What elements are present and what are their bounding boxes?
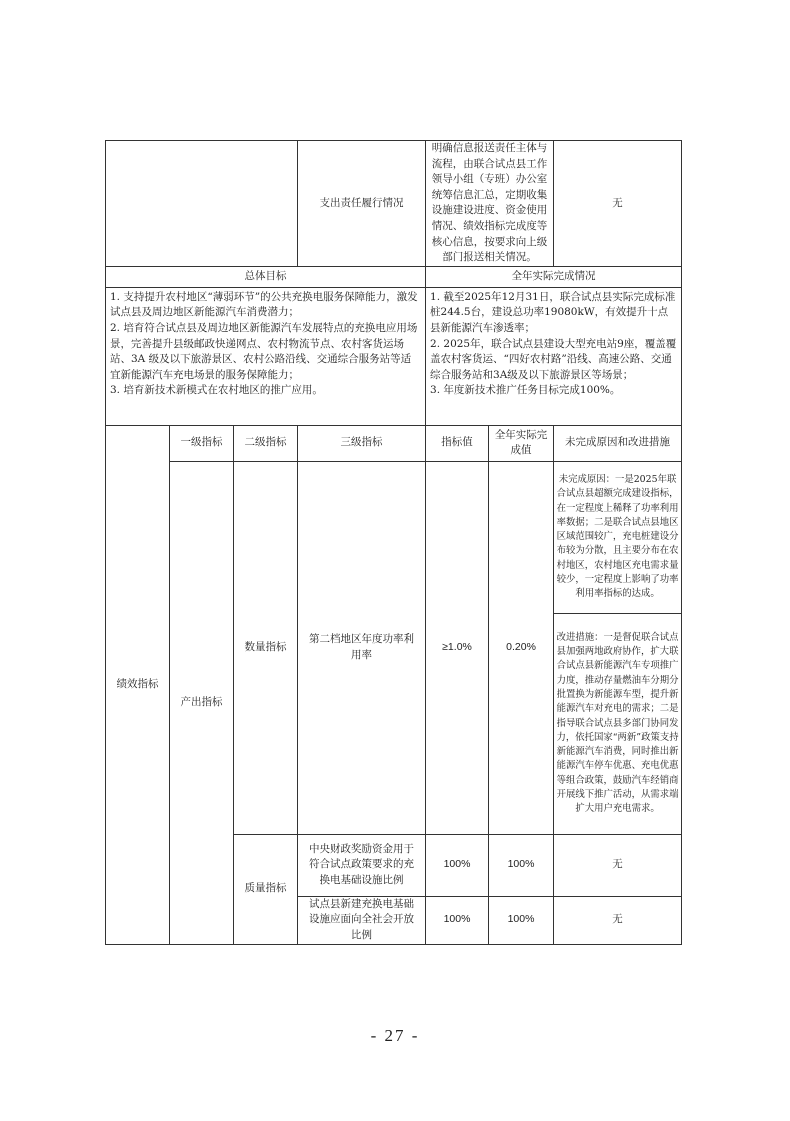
indicator-header-row: [106, 425, 682, 461]
header-level1: 一级指标: [170, 425, 234, 461]
open-access-ratio-target: 100%: [426, 896, 489, 944]
power-utilization-target: ≥1.0%: [426, 461, 489, 834]
header-reason: 未完成原因和改进措施: [554, 425, 682, 461]
incomplete-reason-text: 未完成原因：一是2025年联合试点县超额完成建设指标，在一定程度上稀释了功率利用率数据；二是联合试点县地区区域范围较广，充电桩建设分布较为分散，且主要分布在农村地区，农村地区充电需求量较少，一定程度上影响了功率利用率指标的达成。: [554, 461, 682, 613]
responsibility-remark: 无: [554, 141, 682, 267]
open-access-ratio-actual: 100%: [489, 896, 554, 944]
empty-cell: [106, 141, 298, 267]
quantity-indicator-row: [106, 461, 682, 613]
header-target: 指标值: [426, 425, 489, 461]
header-actual: 全年实际完成值: [489, 425, 554, 461]
page-number: - 27 -: [370, 1026, 420, 1045]
power-utilization-actual: 0.20%: [489, 461, 554, 834]
open-access-ratio-remark: 无: [554, 896, 682, 944]
central-funds-ratio-label: 中央财政奖励资金用于符合试点政策要求的充换电基础设施比例: [298, 834, 426, 896]
responsibility-content: 明确信息报送责任主体与流程，由联合试点县工作领导小组（专班）办公室统筹信息汇总，定期收集设施建设进度、资金使用情况、绩效指标完成度等核心信息，按要求向上级部门报送相关情况。: [426, 141, 554, 267]
quality-indicator-label: 质量指标: [234, 834, 298, 944]
central-funds-ratio-actual: 100%: [489, 834, 554, 896]
quantity-indicator-label: 数量指标: [234, 461, 298, 834]
central-funds-ratio-remark: 无: [554, 834, 682, 896]
overall-target-text: 1. 支持提升农村地区“薄弱环节”的公共充换电服务保障能力，激发试点县及周边地区新能源汽车消费潜力； 2. 培育符合试点县及周边地区新能源汽车发展特点的充换电应用场景，完善提升县级邮政快递网点、农村物流节点、农村客货运场站、3A 级及以下旅游景区、农村公路沿线、交通综合服务站等适宜新能源汽车充电场景的服务保障能力； 3. 培育新技术新模式在农村地区的推广应用。: [106, 287, 426, 425]
output-indicator-label: 产出指标: [170, 461, 234, 944]
performance-table: [105, 140, 682, 945]
header-level3: 三级指标: [298, 425, 426, 461]
open-access-ratio-label: 试点县新建充换电基础设施应面向全社会开放比例: [298, 896, 426, 944]
central-funds-ratio-target: 100%: [426, 834, 489, 896]
goals-content-row: [106, 287, 682, 425]
power-utilization-label: 第二档地区年度功率利用率: [298, 461, 426, 834]
overall-target-header: 总体目标: [106, 266, 426, 287]
performance-indicators-label: 绩效指标: [106, 425, 170, 944]
improvement-measures-text: 改进措施：一是督促联合试点县加强两地政府协作，扩大联合试点县新能源汽车专项推广力度，推动存量燃油车分期分批置换为新能源车型，提升新能源汽车对充电的需求；二是指导联合试点县多部门协同发力，依托国家“两新”政策支持新能源汽车消费，同时推出新能源汽车停车优惠、充电优惠等组合政策，鼓励汽车经销商开展线下推广活动，从需求端扩大用户充电需求。: [554, 613, 682, 834]
responsibility-label: 支出责任履行情况: [298, 141, 426, 267]
actual-completion-text: 1. 截至2025年12月31日，联合试点县实际完成标准桩244.5台，建设总功率19080kW，有效提升十点县新能源汽车渗透率； 2. 2025年，联合试点县建设大型充电站9座，覆盖覆盖农村客货运、“四好农村路”沿线、高速公路、交通综合服务站和3A级及以下旅游景区等场景； 3. 年度新技术推广任务目标完成100%。: [426, 287, 682, 425]
header-level2: 二级指标: [234, 425, 298, 461]
goals-header-row: [106, 266, 682, 287]
actual-completion-header: 全年实际完成情况: [426, 266, 682, 287]
expenditure-responsibility-row: [106, 141, 682, 267]
